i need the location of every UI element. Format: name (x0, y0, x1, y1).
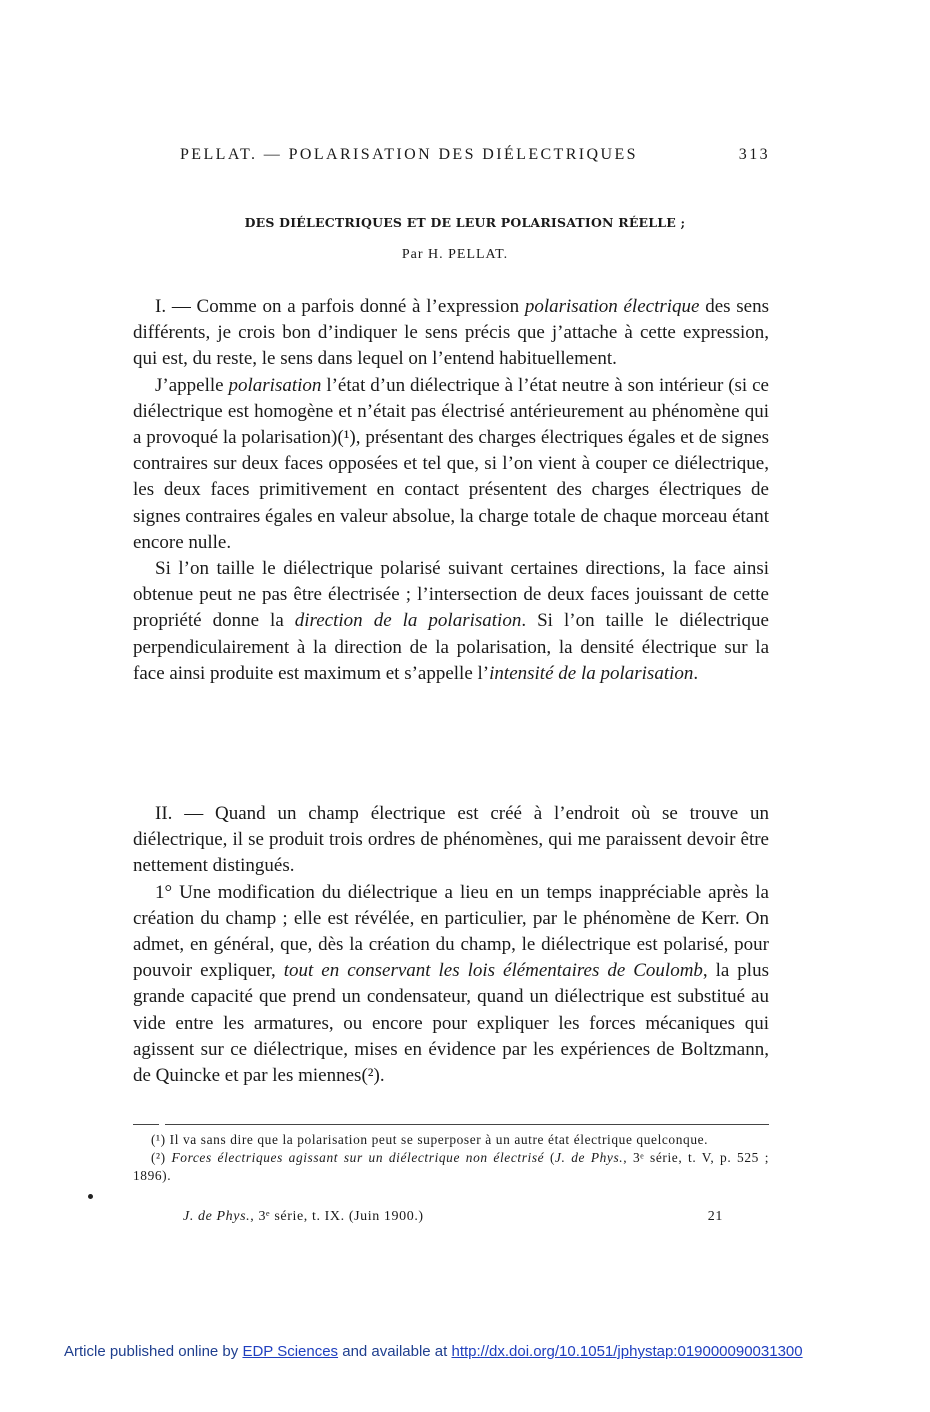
footnote-rule (165, 1124, 769, 1125)
footnote-ref: (¹) (337, 427, 356, 449)
publisher-link[interactable]: EDP Sciences (242, 1343, 339, 1360)
paragraph: J’appelle polarisation l’état d’un diélectrique à l’état neutre à son intérieur (si ce diélectrique est homogène et n’était pas électrisé antérieurement au phénomène qui a provoqué la polarisation)(¹), présentant des charges électriques égales et de signes contraires sur deux faces opposées et tel que, si l’on vient à couper ce diélectrique, les deux faces primitivement en contact présentent des charges électriques de signes contraires égales en valeur absolue, la charge totale de chaque morceau étant encore nulle. (133, 374, 770, 553)
page-number: 313 (738, 146, 770, 163)
emphasis: tout en conservant les lois élémentaires de Coulomb (283, 960, 703, 982)
paragraph: II. — Quand un champ électrique est créé à l’endroit où se trouve un diélectrique, il se produit trois ordres de phénomènes, qui me paraissent devoir être nettement distingués. (133, 803, 769, 877)
emphasis: polarisation (228, 374, 322, 396)
paragraph: Si l’on taille le diélectrique polarisé suivant certaines directions, la face ainsi obtenue peut ne pas être électrisée ; l’intersection de deux faces jouissant de cette propriété donne la direction de la polarisation. Si l’on taille le diélectrique perpendiculairement à la direction de la polarisation, la densité électrique sur la face ainsi produite est maximum et s’appelle l’intensité de la polarisation. (133, 558, 769, 684)
article-author: Par H. PELLAT. (401, 247, 509, 262)
footnote-2: (²) Forces électriques agissant sur un diélectrique non électrisé (J. de Phys., 3ᵉ série, t. V, p. 525 ; 1896). (133, 1150, 770, 1183)
publication-banner: Article published online by EDP Sciences and available at http://dx.doi.org/10.1051/jphystap:019000090031300 (64, 1343, 803, 1360)
running-head (180, 146, 770, 164)
footnote-ref: (²) (361, 1065, 380, 1087)
emphasis: direction de la polarisation (294, 610, 522, 632)
section-1 (133, 294, 769, 687)
footnote-1: (¹) Il va sans dire que la polarisation peut se superposer à un autre état électrique quelconque. (151, 1132, 709, 1147)
doi-link[interactable]: http://dx.doi.org/10.1051/jphystap:019000090031300 (451, 1343, 803, 1360)
margin-mark (88, 1194, 93, 1199)
journal-footer (183, 1209, 723, 1225)
sheet-number: 21 (707, 1209, 723, 1224)
article-title: DES DIÉLECTRIQUES ET DE LEUR POLARISATION RÉELLE ; (244, 215, 686, 230)
running-head-title: PELLAT. — POLARISATION DES DIÉLECTRIQUES (180, 146, 638, 163)
paragraph: I. — Comme on a parfois donné à l’expression polarisation électrique des sens différents, je crois bon d’indiquer le sens précis que j’attache à cette expression, qui est, du reste, le sens dans lequel on l’entend habituellement. (133, 296, 769, 370)
emphasis: polarisation électrique (524, 296, 700, 317)
journal-citation: J. de Phys., 3ᵉ série, t. IX. (Juin 1900.) (183, 1209, 424, 1224)
footnotes (133, 1131, 769, 1185)
footnote-rule-left (133, 1124, 159, 1125)
section-2 (133, 801, 769, 1089)
emphasis: intensité de la polarisation (489, 662, 694, 684)
paragraph: 1° Une modification du diélectrique a lieu en un temps inappréciable après la création du champ ; elle est révélée, en particulier, par le phénomène de Kerr. On admet, en général, que, dès la création du champ, le diélectrique est polarisé, pour pouvoir expliquer, tout en conservant les lois élémentaires de Coulomb, la plus grande capacité que prend un condensateur, quand un diélectrique est substitué au vide entre les armatures, ou encore pour expliquer les forces mécaniques qui agissent sur ce diélectrique, mises en évidence par les expériences de Boltzmann, de Quincke et par les miennes(²). (133, 881, 769, 1087)
